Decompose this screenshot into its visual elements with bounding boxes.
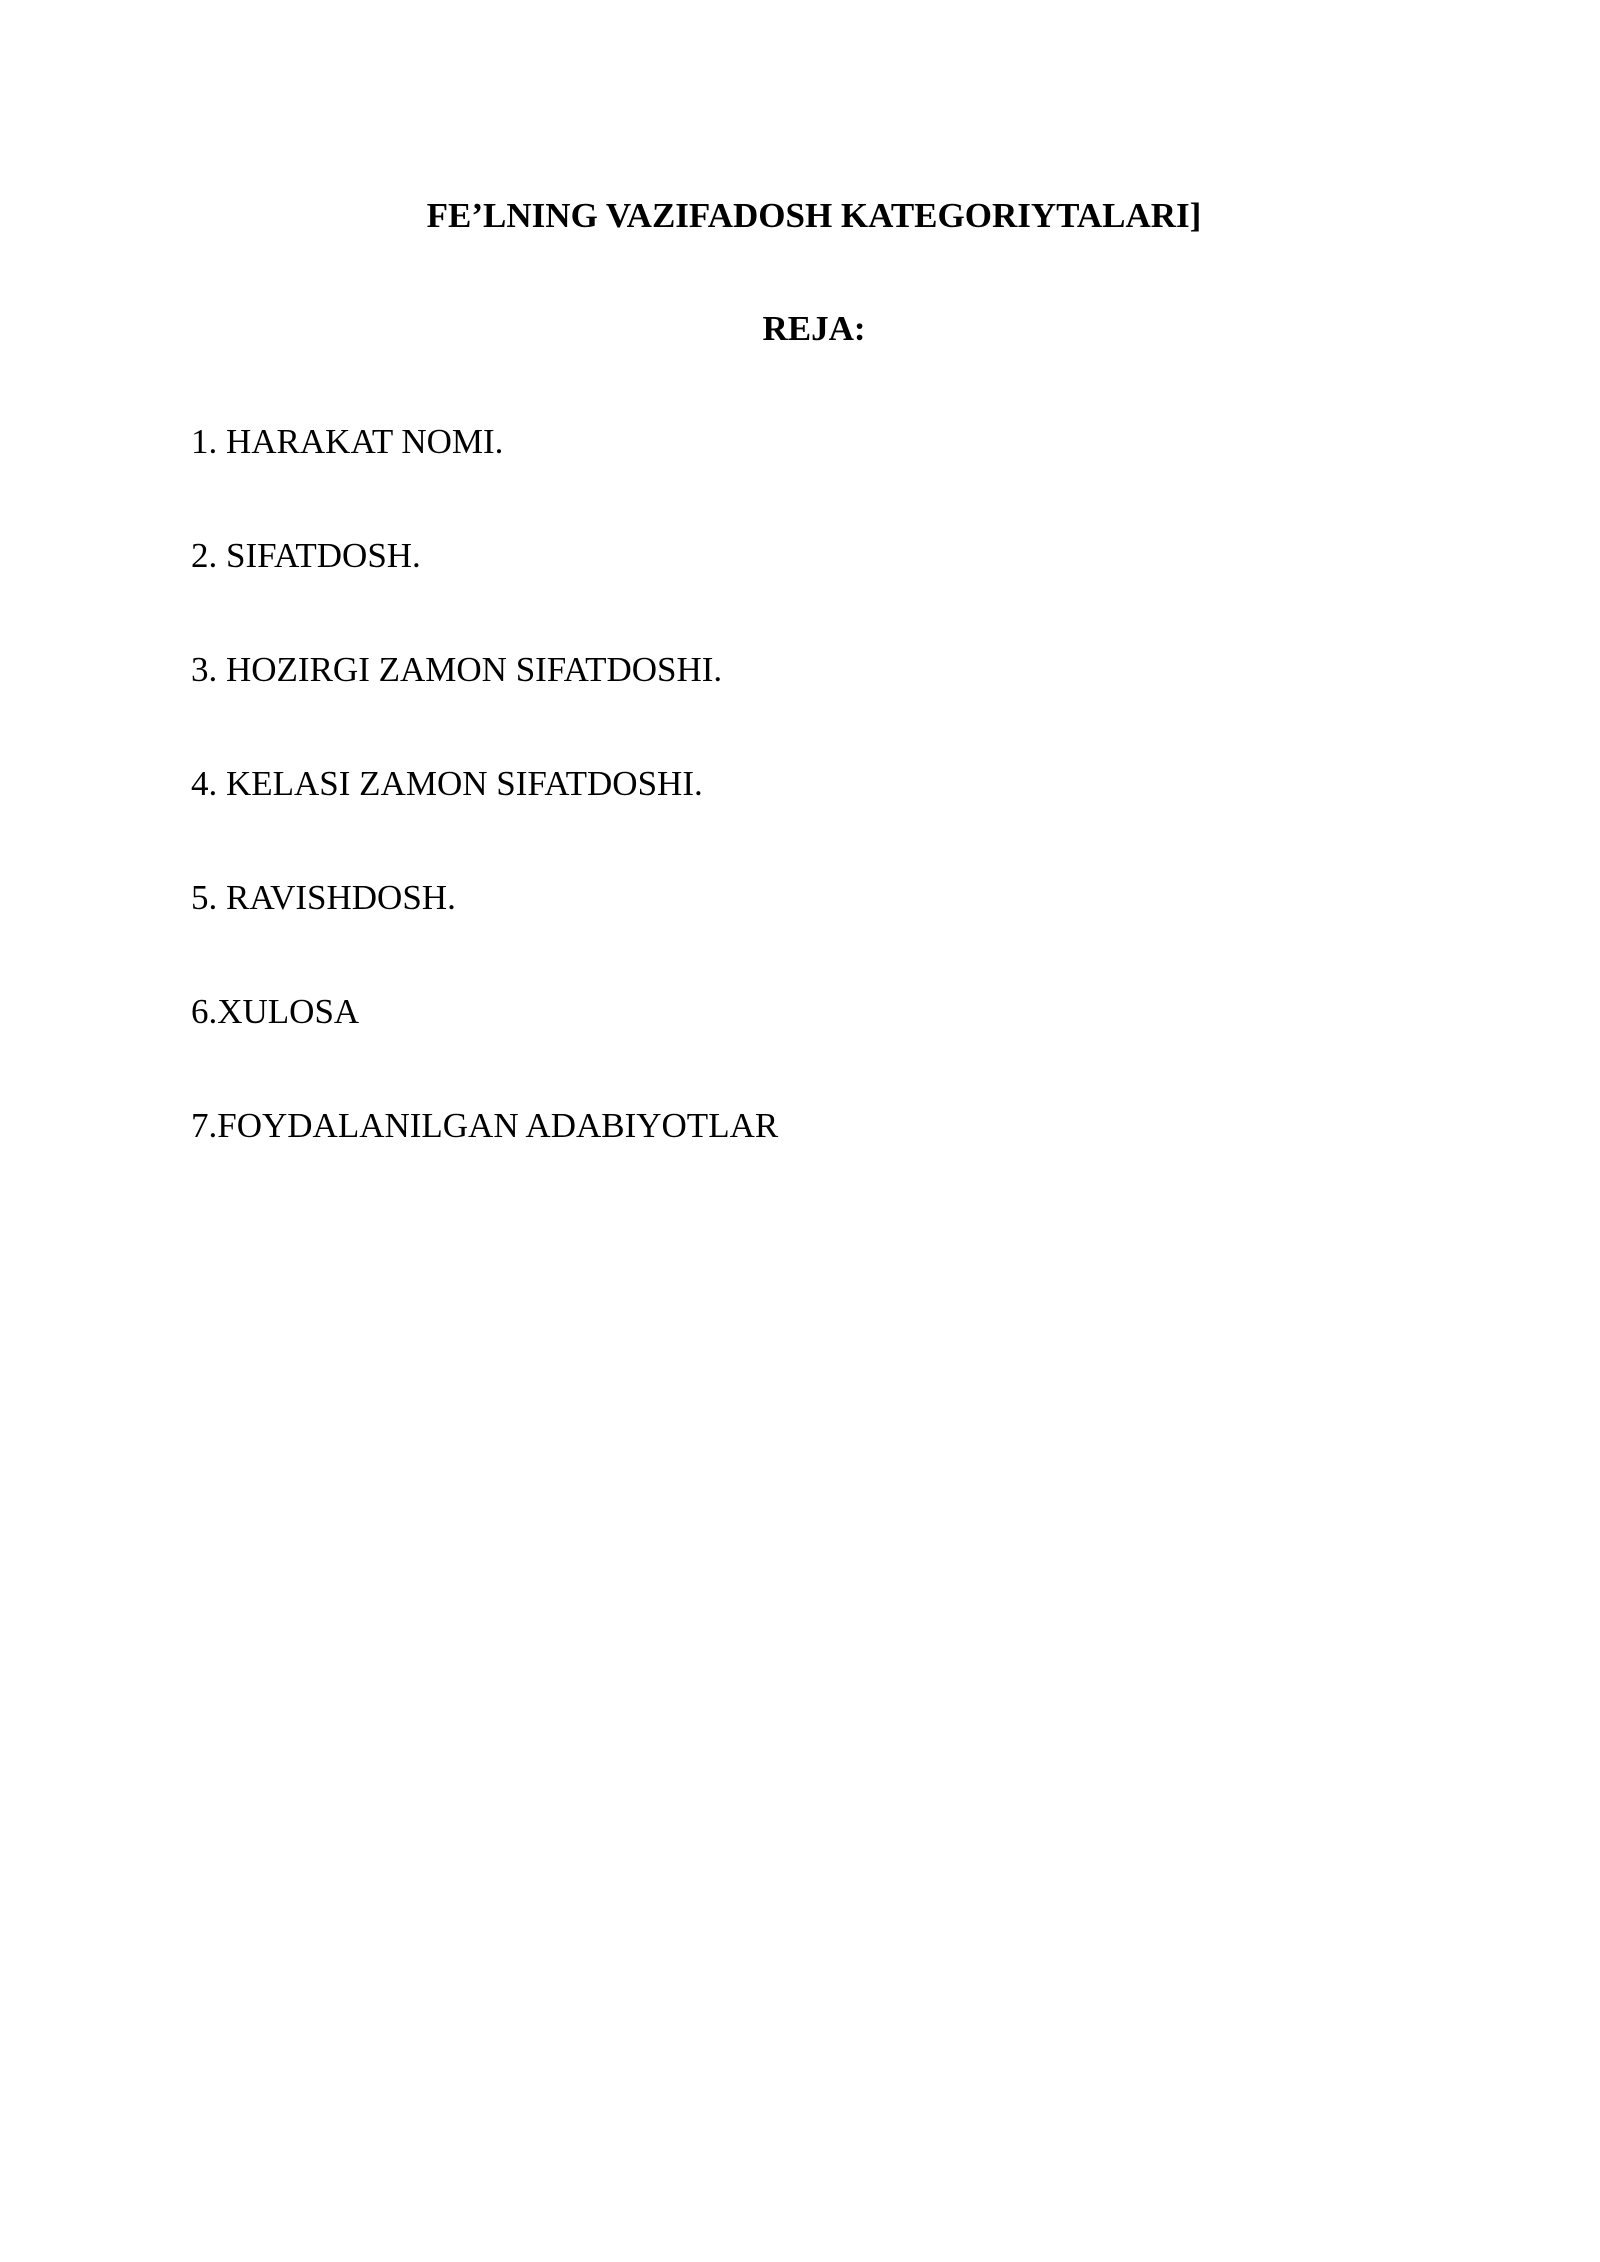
plan-list bbox=[191, 419, 778, 1217]
plan-item: 6.XULOSA bbox=[191, 992, 360, 1031]
document-title: FE’LNING VAZIFADOSH KATEGORIYTALARI] bbox=[426, 196, 1202, 235]
plan-item: 2. SIFATDOSH. bbox=[191, 536, 421, 575]
plan-item: 5. RAVISHDOSH. bbox=[191, 878, 456, 917]
plan-item: 7.FOYDALANILGAN ADABIYOTLAR bbox=[191, 1106, 779, 1145]
plan-item: 3. HOZIRGI ZAMON SIFATDOSHI. bbox=[191, 650, 723, 689]
plan-item: 4. KELASI ZAMON SIFATDOSHI. bbox=[191, 764, 703, 803]
plan-heading: REJA: bbox=[762, 309, 866, 348]
plan-item: 1. HARAKAT NOMI. bbox=[191, 422, 504, 461]
